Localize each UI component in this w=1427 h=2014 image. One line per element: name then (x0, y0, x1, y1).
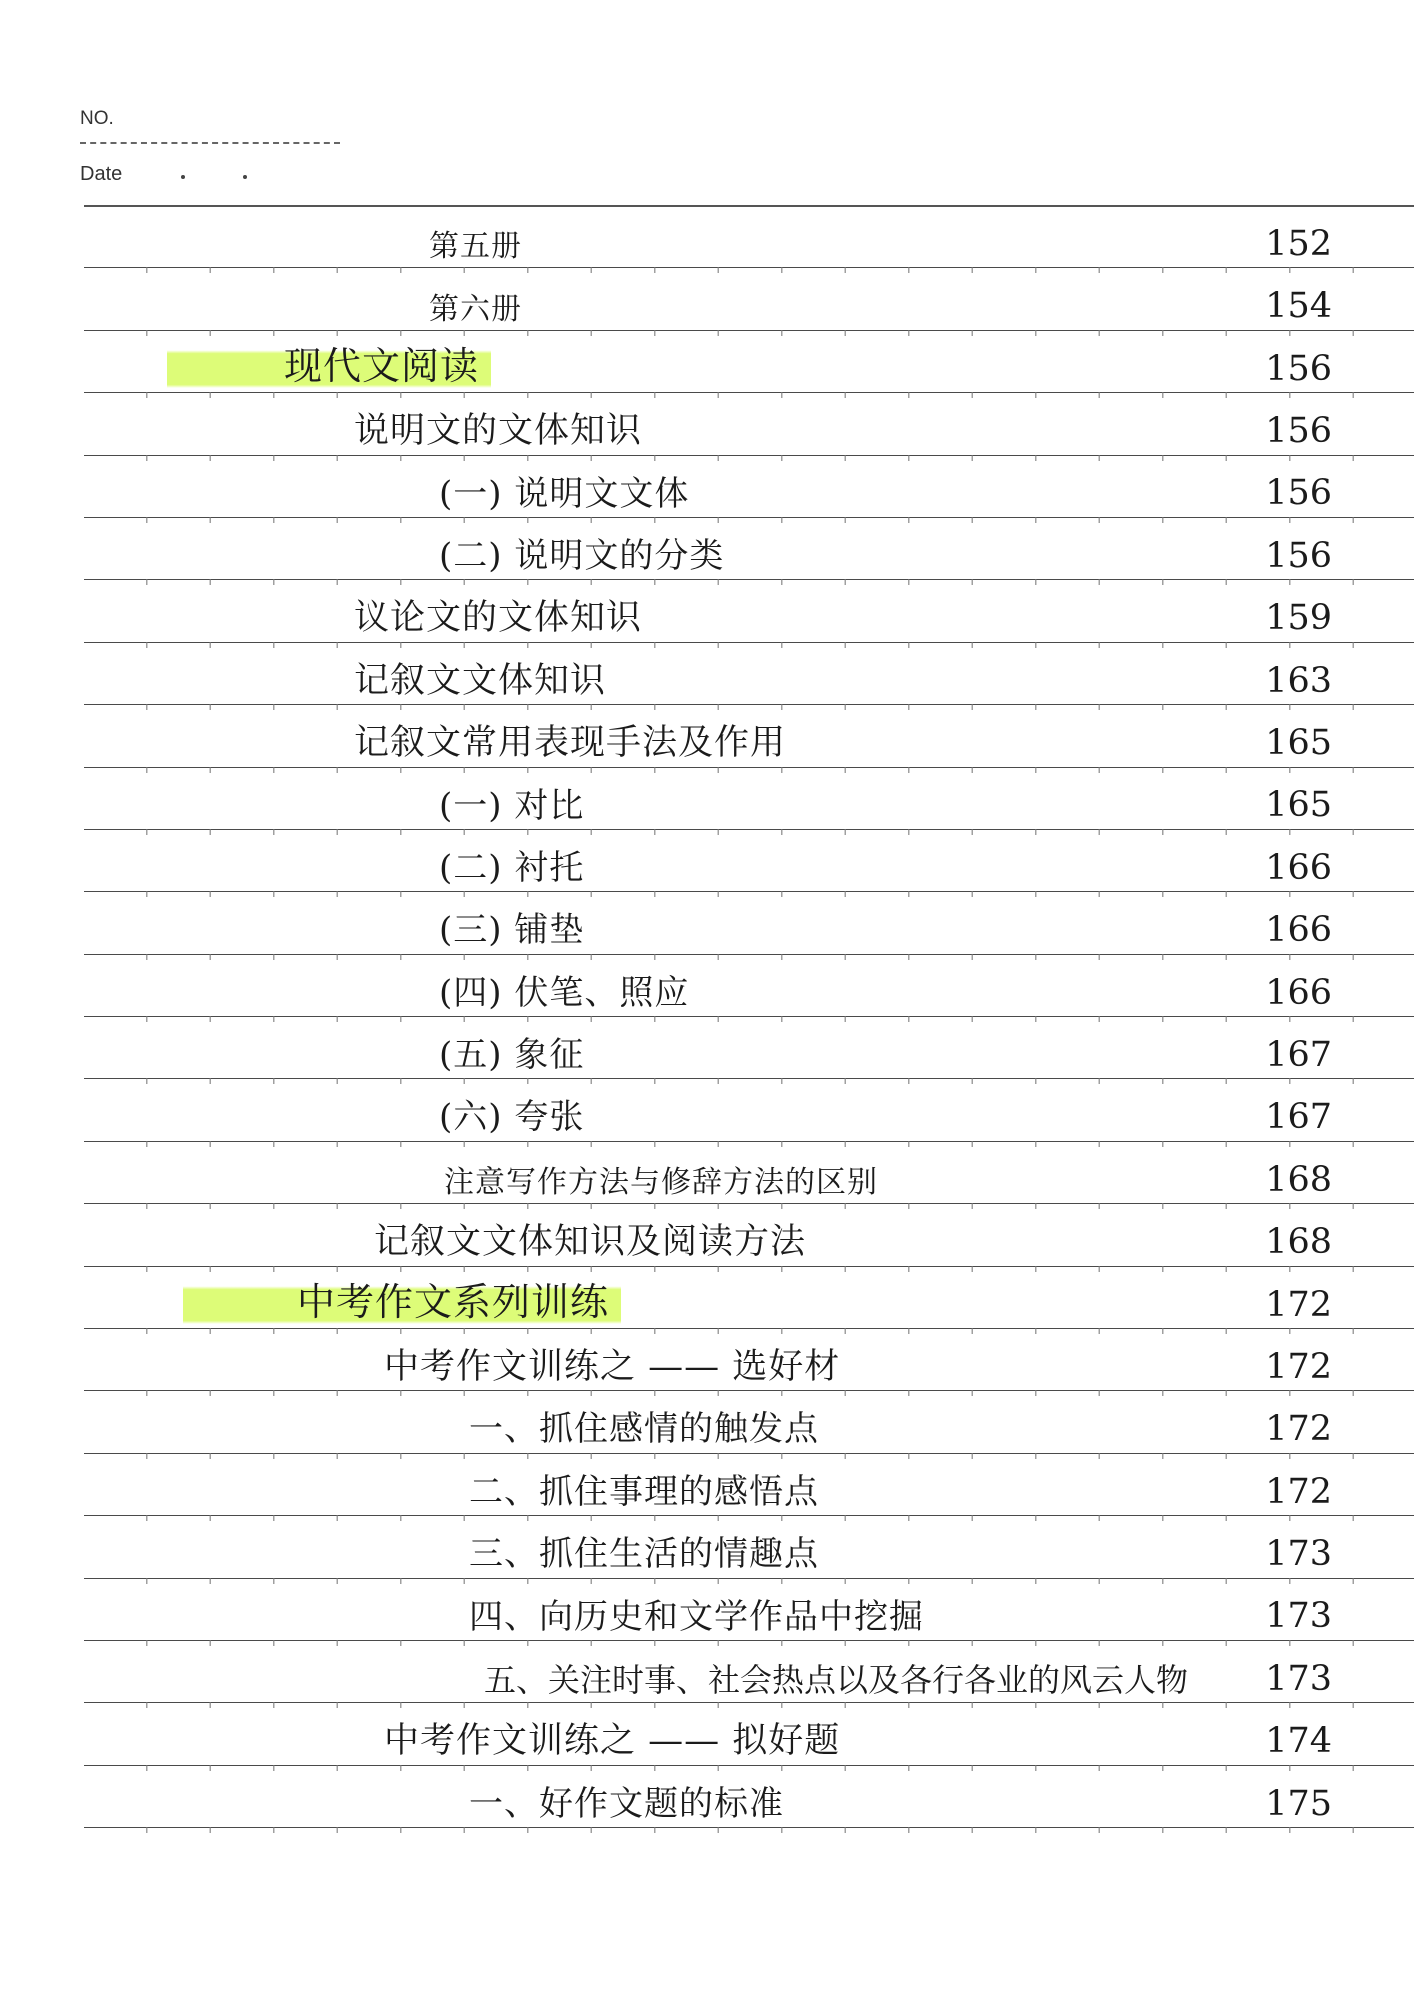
toc-title: 第五册 (429, 229, 522, 265)
toc-row (84, 456, 1414, 518)
toc-title: 三、抓住生活的情趣点 (469, 1534, 819, 1575)
toc-title: 二、抓住事理的感悟点 (469, 1471, 819, 1512)
toc-row (84, 1329, 1414, 1391)
table-of-contents (0, 206, 1427, 1828)
toc-page-number: 166 (1265, 847, 1332, 888)
toc-page-number: 163 (1265, 660, 1332, 701)
toc-title: (一) 说明文文体 (439, 473, 690, 514)
date-label: Date (80, 163, 123, 185)
toc-page-number: 152 (1265, 223, 1332, 264)
toc-title: 中考作文训练之 —— 拟好题 (384, 1721, 841, 1762)
toc-page-number: 167 (1265, 1097, 1332, 1138)
toc-row (84, 892, 1414, 954)
toc-page-number: 167 (1265, 1034, 1332, 1075)
toc-row (84, 1142, 1414, 1204)
toc-row (84, 768, 1414, 830)
toc-page-number: 168 (1265, 1159, 1332, 1200)
toc-section-title: 现代文阅读 (167, 346, 491, 388)
toc-title: 注意写作方法与修辞方法的区别 (444, 1165, 878, 1201)
toc-row (84, 268, 1414, 330)
toc-title: 议论文的文体知识 (354, 598, 643, 639)
toc-page-number: 173 (1265, 1596, 1332, 1637)
toc-title: (二) 衬托 (439, 847, 585, 888)
toc-title: 中考作文训练之 —— 选好材 (384, 1346, 841, 1387)
toc-page-number: 172 (1265, 1409, 1332, 1450)
toc-row (84, 955, 1414, 1017)
toc-row (84, 830, 1414, 892)
toc-section-title: 中考作文系列训练 (183, 1282, 621, 1324)
number-label: NO. (80, 108, 114, 129)
toc-title: 一、好作文题的标准 (469, 1783, 784, 1824)
toc-page-number: 156 (1265, 348, 1332, 389)
toc-title: 一、抓住感情的触发点 (469, 1409, 819, 1450)
toc-title: 说明文的文体知识 (354, 411, 643, 452)
toc-title: 记叙文文体知识 (354, 660, 607, 701)
toc-page-number: 156 (1265, 411, 1332, 452)
toc-row-highlighted (84, 1267, 1414, 1329)
toc-row (84, 580, 1414, 642)
toc-page-number: 173 (1265, 1534, 1332, 1575)
toc-title: 五、关注时事、社会热点以及各行各业的风云人物 (484, 1661, 1189, 1700)
toc-page-number: 172 (1265, 1346, 1332, 1387)
toc-page-number: 172 (1265, 1471, 1332, 1512)
toc-row (84, 643, 1414, 705)
date-dot (243, 175, 247, 179)
toc-page-number: 166 (1265, 972, 1332, 1013)
toc-page-number: 159 (1265, 598, 1332, 639)
toc-page-number: 156 (1265, 473, 1332, 514)
toc-title: (二) 说明文的分类 (439, 535, 725, 576)
toc-page-number: 173 (1265, 1658, 1332, 1699)
toc-title: 四、向历史和文学作品中挖掘 (469, 1596, 924, 1637)
toc-page-number: 168 (1265, 1222, 1332, 1263)
toc-row (84, 518, 1414, 580)
toc-page-number: 156 (1265, 535, 1332, 576)
toc-title: (三) 铺垫 (439, 910, 585, 951)
number-dashed-line (80, 142, 340, 144)
toc-page-number: 174 (1265, 1721, 1332, 1762)
date-dot (181, 175, 185, 179)
toc-row (84, 1516, 1414, 1578)
toc-row (84, 1017, 1414, 1079)
toc-row (84, 1079, 1414, 1141)
toc-row (84, 1703, 1414, 1765)
toc-row (84, 1641, 1414, 1703)
toc-row (84, 1454, 1414, 1516)
toc-page-number: 166 (1265, 910, 1332, 951)
toc-row (84, 1391, 1414, 1453)
toc-page-number: 165 (1265, 785, 1332, 826)
toc-row (84, 393, 1414, 455)
toc-title: (一) 对比 (439, 785, 585, 826)
toc-title: 第六册 (429, 291, 522, 327)
toc-title: 记叙文文体知识及阅读方法 (374, 1222, 807, 1263)
toc-row-highlighted (84, 331, 1414, 393)
toc-page-number: 175 (1265, 1783, 1332, 1824)
toc-title: 记叙文常用表现手法及作用 (354, 723, 787, 764)
toc-row (84, 705, 1414, 767)
toc-row (84, 1204, 1414, 1266)
toc-row (84, 1766, 1414, 1828)
toc-title: (四) 伏笔、照应 (439, 972, 690, 1013)
toc-page-number: 172 (1265, 1284, 1332, 1325)
toc-title: (五) 象征 (439, 1035, 585, 1076)
toc-page-number: 154 (1265, 286, 1332, 327)
toc-row (84, 1579, 1414, 1641)
toc-page-number: 165 (1265, 723, 1332, 764)
toc-row (84, 206, 1414, 268)
toc-title: (六) 夸张 (439, 1097, 585, 1138)
